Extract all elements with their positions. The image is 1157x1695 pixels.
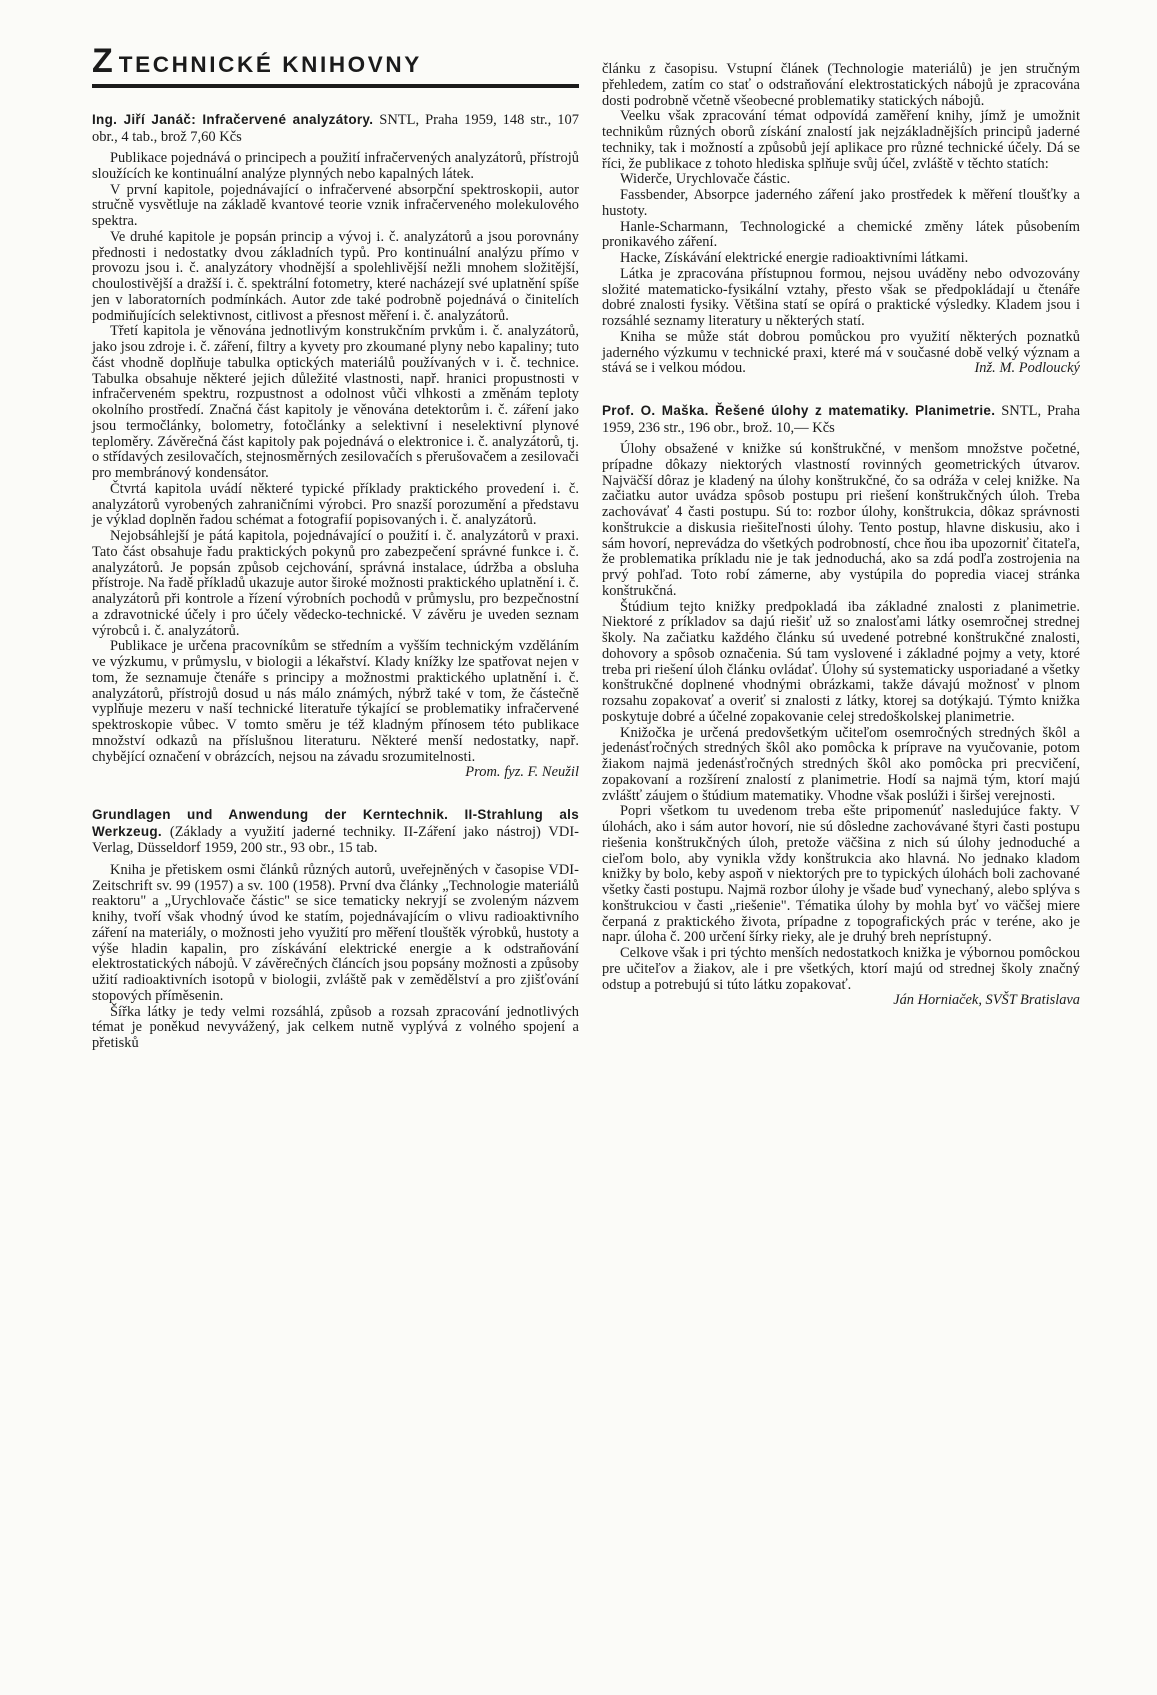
- review-paragraph: Třetí kapitola je věnována jednotlivým konstrukčním prvkům i. č. analyzátorů, jako jsou zdroje i. č. záření, filtry a kyvety pro zkoumané plyny nebo kapaliny; tuto část vhodně doplňuje tabulka optických materiálů používaných v i. č. technice. Tabulka obsahuje některé jejich důležité vlastnosti, např. hranici propustnosti v infračerveném spektru, rozpustnost a odolnost vůči vlhkosti a změnám teploty okolního prostředí. Značná část kapitoly je věnována detektorům i. č. záření jako jsou termočlánky, bolometry, fotočlánky a selektivní i neselektivní plynové teploměry. Závěrečná část kapitoly pak pojednává o elektronice i. č. analyzátorů, tj. o střídavých zesilovačích, stejnosměrných zesilovačích s přerušovačem a zesilovači pro membránový kondensátor.: [92, 323, 579, 482]
- review-paragraph-text: Kniha se může stát dobrou pomůckou pro využití některých poznatků jaderného výzkumu v technické praxi, které má v současné době velký význam a stává se i velkou módou.: [602, 328, 1080, 377]
- review-paragraph: Kniha je přetiskem osmi článků různých autorů, uveřejněných v časopise VDI-Zeitschrift sv. 99 (1957) a sv. 100 (1958). První dva články „Technologie materiálů reaktoru" a „Urychlovače částic" se sice tematicky nekryjí se zvoleným názvem knihy, tvoří však vhodný úvod ke statím, pojednávajícím o vlivu radioaktivního záření na materiály, o možnosti jeho využití pro měření tlouštěk výrobků, hustoty a výše hladin kapalin, pro získávání elektrické energie a k odstraňování elektrostatických nábojů. V závěrečných článcích jsou popsány možnosti a způsoby užití radioaktivních isotopů v biologii, zvláště pak v zemědělství a pro zjišťování stopových příměsenin.: [92, 861, 579, 1004]
- section-title: [92, 42, 579, 80]
- review-title: Grundlagen und Anwendung der Kerntechnik. II-Strahlung als Werkzeug.: [92, 807, 579, 839]
- review-infracervene-analyzatory: [92, 112, 579, 781]
- review-signature: Prom. fyz. F. Neužil: [465, 764, 579, 781]
- review-paragraph: Šířka látky je tedy velmi rozsáhlá, způsob a rozsah zpracování jednotlivých témat je poněkud nevyvážený, jak celkem nutně vyplývá z volného spojení a přetisků: [92, 1003, 579, 1052]
- review-paragraph: Hacke, Získávání elektrické energie radioaktivními látkami.: [620, 250, 969, 266]
- review-paragraph: Štúdium tejto knižky predpokladá iba základné znalosti z planimetrie. Niektoré z príkladov sa dajú riešiť už so znalosťami látky osemročnej strednej školy. Na začiatku každého článku sú uvedené potrebné konštrukčné znalosti, dohovory a spôsob označenia. Sú tam vyslovené i základné pojmy a vety, ktoré treba pri riešení úloh článku ovládať. Úlohy sú systematicky usporiadané a všetky konštrukčné doplnené vhodnými obrázkami, takže dávajú možnosť v plnom rozsahu zopakovať a overiť si znalosti z látky, ktorej sa dotýkajú. Týmto knižka poskytuje dobré a účelné zopakovanie celej stredoškolskej planimetrie.: [602, 598, 1080, 725]
- right-column: [602, 62, 1080, 1035]
- review-heading: [92, 807, 579, 857]
- review-heading: [92, 112, 579, 145]
- review-paragraph: Látka je zpracována přístupnou formou, nejsou uváděny nebo odvozovány složité matematicko-fysikální vztahy, přesto však se předpokládají u čtenáře dobré znalosti fysiky. Většina statí se opírá o praktické výsledky. Kladem jsou i rozsáhlé seznamy literatury u některých statí.: [602, 265, 1080, 329]
- review-paragraph: Úlohy obsažené v knižke sú konštrukčné, v menšom množstve početné, prípadne dôkazy niektorých vlastností rovinných geometrických útvarov. Najväčší dôraz je kladený na úlohy konštrukčné, čo sa odráža v celej knižke. Na začiatku autor uvádza spôsob postupu pri riešení konštrukčných úloh. Treba zachovávať 4 časti postupu. Sú to: rozbor úlohy, konštrukcia, dôkaz správnosti konštrukcie a diskusia riešiteľnosti úlohy. Tento postup, hlavne diskusiu, ako i sám hovorí, neprevádza do všetkých podrobností, chce ňou iba upozorniť čitateľa, že problematika príkladu nie je tak jednoduchá, ako sa zdá podľa zostrojenia na prvý pohľad. Toto robí zámerne, aby vystúpila do popredia viacej stránka konštrukčná.: [602, 441, 1080, 599]
- review-paragraph: Ve druhé kapitole je popsán princip a vývoj i. č. analyzátorů a jsou porovnány přednosti i nedostatky dvou základních typů. Pro kontinuální analýzu přímo v provozu jsou i. č. analyzátory vhodnější a spolehlivější nežli mnohem složitější, choulostivější a dražší i. č. spektrální fotometry, které nacházejí své uplatnění spíše jen v laboratorních podmínkách. Autor zde také podrobně pojednává o činitelích podmiňujících selektivnost, citlivost a přesnost měření i. č. analyzátorů.: [92, 228, 579, 324]
- review-paragraph: Nejobsáhlejší je pátá kapitola, pojednávající o použití i. č. analyzátorů v praxi. Tato část obsahuje řadu praktických pokynů pro zabezpečení správné funkce i. č. analyzátorů. Je popsán způsob cejchování, správná instalace, údržba a obsluha přístroje. Na řadě příkladů ukazuje autor široké možnosti praktického uplatnění i. č. analyzátorů při kontrole a řízení výrobních pochodů v průmyslu, pro bezpečnostní a zdravotnické účely i pro účely vědecko-technické. V závěru je uveden seznam výrobců i. č. analyzátorů.: [92, 528, 579, 639]
- review-paragraph: Publikace pojednává o principech a použití infračervených analyzátorů, přístrojů sloužících ke kontinuální analýze plynných nebo kapalných látek.: [92, 150, 579, 182]
- section-title-initial: Z: [92, 42, 113, 80]
- review-signature: Inž. M. Podloucký: [974, 360, 1080, 377]
- review-title: Ing. Jiří Janáč: Infračervené analyzátory.: [92, 112, 374, 127]
- review-paragraph: Popri všetkom tu uvedenom treba ešte pripomenúť nasledujúce fakty. V úlohách, ako i sám autor hovorí, nie sú dôsledne zachovávané štyri časti postupu riešenia konštrukčných úloh, pretože väčšina z nich sú úlohy jednoduché a cieľom bolo, aby vynikla vždy konštrukcia ako hlavná. No jednako kladom knižky by bolo, keby aspoň v niektorých pre to typických úlohách boli zachované všetky časti postupu. Najmä rozbor úlohy je všade buď vynechaný, alebo splýva s konštrukciou v časti „riešenie". Tématika úlohy by mohla byť vo väčšej miere čerpaná z praktického života, prípadne z topografických prác v teréne, ako je napr. úloha č. 200 určení šírky rieky, ale je druhý breh neprístupný.: [602, 803, 1080, 946]
- review-paragraph: Celkove však i pri týchto menších nedostatkoch knižka je výbornou pomôckou pre učiteľov a žiakov, ale i pre všetkých, ktorí majú od strednej školy značný odstup a potrebujú si túto látku zopakovať.: [602, 945, 1080, 993]
- review-paragraph: Widerče, Urychlovače částic.: [620, 171, 791, 188]
- review-paragraph: Veelku však zpracování témat odpovídá zaměření knihy, jímž je umožnit technikům různých oborů získání znalostí jak nejzákladnějších principů jaderné techniky, tak i možností a způsobů její aplikace pro různé technické účely. Dá se říci, že publikace z tohoto hlediska splňuje svůj účel, zvláště v těchto statích:: [602, 108, 1080, 172]
- review-resene-ulohy: [602, 403, 1080, 1009]
- review-paragraph-last: [602, 330, 1080, 377]
- review-paragraph: Hanle-Scharmann, Technologické a chemické změny látek působením pronikavého záření.: [602, 218, 1080, 251]
- review-paragraph: V první kapitole, pojednávající o infračervené absorpční spektroskopii, autor stručně vysvětluje na základě kvantové teorie vznik infračerveného molekulového spektra.: [92, 181, 579, 230]
- section-title-text: TECHNICKÉ KNIHOVNY: [118, 52, 422, 77]
- review-title: Prof. O. Maška. Řešené úlohy z matematiky. Planimetrie.: [602, 403, 996, 418]
- title-rule: [92, 84, 579, 88]
- left-column: [92, 0, 579, 1078]
- review-heading: [602, 403, 1080, 436]
- review-paragraph-text: Publikace je určena pracovníkům se středním a vyšším technickým vzděláním ve výzkumu, v průmyslu, v biologii a lékařství. Klady knížky lze spatřovat nejen v tom, že seznamuje čtenáře s principy a možnostmi praktického uplatnění i. č. analyzátorů, přístrojů dosud u nás málo známých, nýbrž také v tom, že částečně vyplňuje mezeru v naší technické literatuře týkající se problematiky infračervené spektroskopie vůbec. V tomto směru je též kladným přínosem této publikace množství odkazů na příslušnou literaturu. Některé menší nedostatky, např. chybějící označení v obrázcích, nejsou na závadu srozumitelnosti.: [92, 638, 579, 765]
- review-paragraph: Knižočka je určená predovšetkým učiteľom osemročných stredných škôl a jedenásťročných stredných škôl ako pomôcka k príprave na vyučovanie, potom žiakom najmä jedenásťročných stredných škôl ako pomôcka pri precvičení, zopakovaní a rozšírení znalostí z planimetrie. Hodí sa najmä tým, ktorí majú zvláštť záujem o štúdium matematiky. Vhodne však poslúži i širšej verejnosti.: [602, 724, 1080, 804]
- review-paragraph: Fassbender, Absorpce jaderného záření jako prostředek k měření tloušťky a hustoty.: [602, 187, 1080, 219]
- review-meta: (Základy a využití jaderné techniky. II-Záření jako nástroj) VDI-Verlag, Düsseldorf 1959, 200 str., 93 obr., 15 tab.: [92, 823, 579, 857]
- review-paragraph: Čtvrtá kapitola uvádí některé typické příklady praktického provedení i. č. analyzátorů vyrobených zahraničními výrobci. Pro snazší porozumění a představu je výklad doplněn řadou schémat a fotografií popisovaných i. č. analyzátorů.: [92, 480, 579, 529]
- review-kerntechnik-continued: [602, 62, 1080, 377]
- review-meta: SNTL, Praha 1959, 236 str., 196 obr., brož. 10,— Kčs: [602, 403, 1081, 436]
- review-paragraph-last: [92, 638, 579, 781]
- review-kerntechnik: [92, 807, 579, 1052]
- review-signature: Ján Horniaček, SVŠT Bratislava: [893, 992, 1080, 1009]
- review-paragraph-continued: článku z časopisu. Vstupní článek (Technologie materiálů) je jen stručným přehledem, zatím co stať o odstraňování elektrostatických nábojů je zpracována dosti podrobně včetně všeobecné problematiky statických nábojů.: [602, 61, 1080, 109]
- review-meta: SNTL, Praha 1959, 148 str., 107 obr., 4 tab., brož 7,60 Kčs: [92, 112, 580, 145]
